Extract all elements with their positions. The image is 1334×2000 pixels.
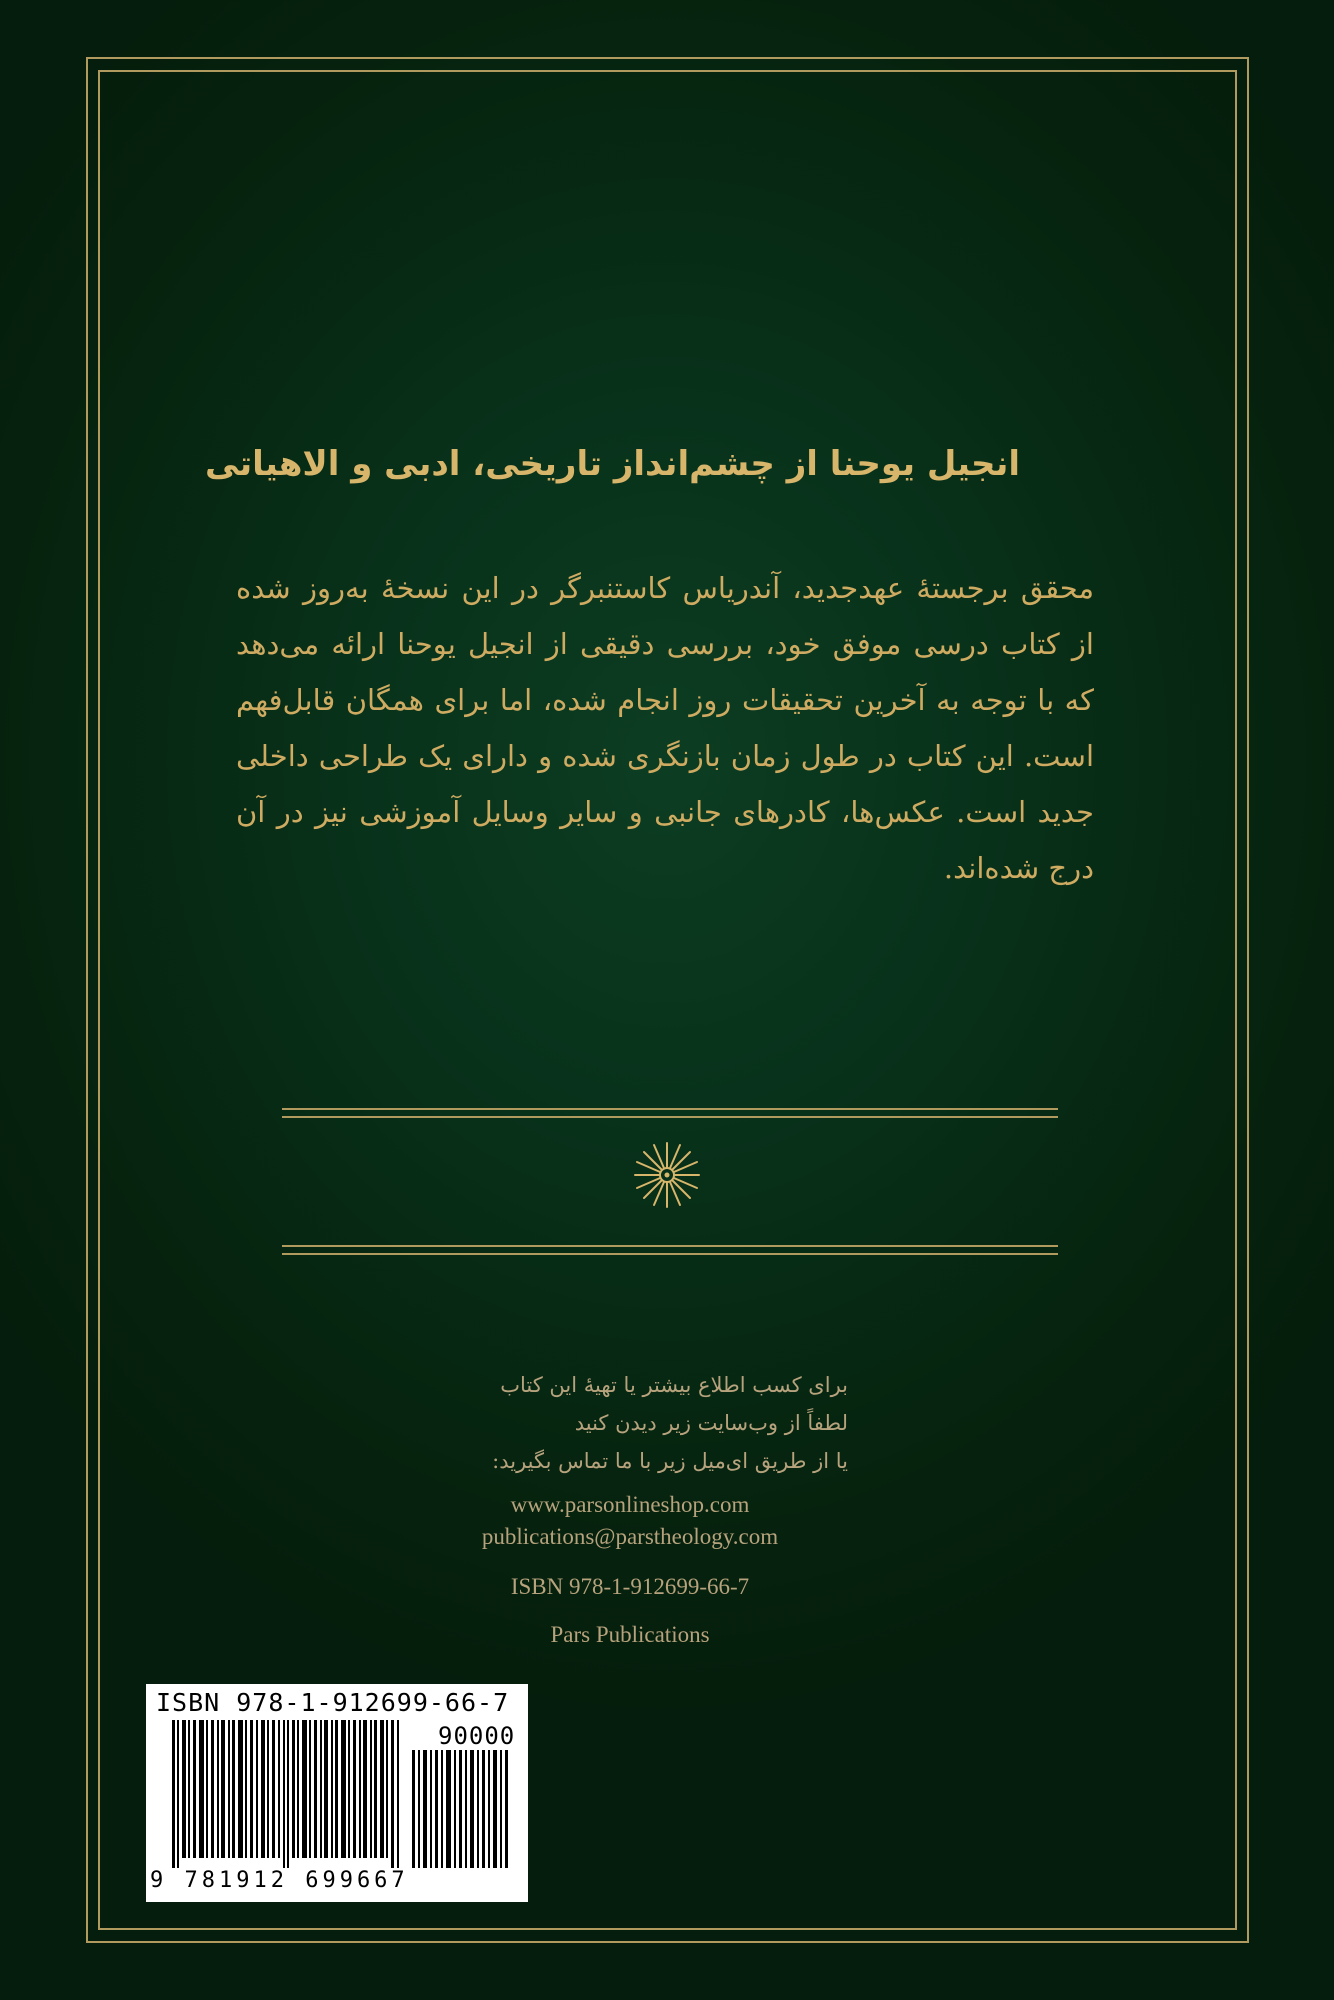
barcode-bars-main [172, 1720, 402, 1868]
divider-rule-top-1 [282, 1108, 1058, 1110]
contact-line-2: لطفاً از وب‌سایت زیر دیدن کنید [574, 1411, 848, 1435]
contact-line-1: برای کسب اطلاع بیشتر یا تهیهٔ این کتاب [500, 1373, 848, 1397]
divider-rule-top-2 [282, 1116, 1058, 1118]
cover-blurb: محقق برجستهٔ عهدجدید، آندریاس کاستنبرگر در این نسخهٔ به‌روز شده از کتاب درسی موفق خود، بررسی دقیقی از انجیل یوحنا ارائه می‌دهد که با توجه به آخرین تحقیقات روز انجام شده، اما برای همگان قابل‌فهم است. این کتاب در طول زمان بازنگری شده و دارای یک طراحی داخلی جدید است. عکس‌ها، کادرهای جانبی و سایر وسایل آموزشی نیز در آن درج شده‌اند. [236, 571, 1094, 885]
barcode-digits: 9 781912 699667 [150, 1868, 409, 1893]
isbn-text: ISBN 978-1-912699-66-7 [510, 1574, 750, 1599]
barcode-isbn-text: ISBN 978-1-912699-66-7 [156, 1688, 510, 1717]
cover-headline: انجیل یوحنا از چشم‌انداز تاریخی، ادبی و الاهیاتی [205, 444, 1020, 484]
website-link[interactable]: www.parsonlineshop.com [510, 1492, 750, 1517]
divider-rule-bottom-1 [282, 1245, 1058, 1247]
barcode-bars-addon [412, 1750, 512, 1868]
divider-rule-bottom-2 [282, 1253, 1058, 1255]
contact-line-3: یا از طریق ای‌میل زیر با ما تماس بگیرید: [492, 1449, 848, 1473]
barcode-label [146, 1684, 528, 1902]
barcode-price-code: 90000 [438, 1722, 516, 1750]
starburst-icon [632, 1140, 702, 1210]
publisher-name: Pars Publications [550, 1622, 710, 1647]
email-link[interactable]: publications@parstheology.com [481, 1524, 779, 1549]
